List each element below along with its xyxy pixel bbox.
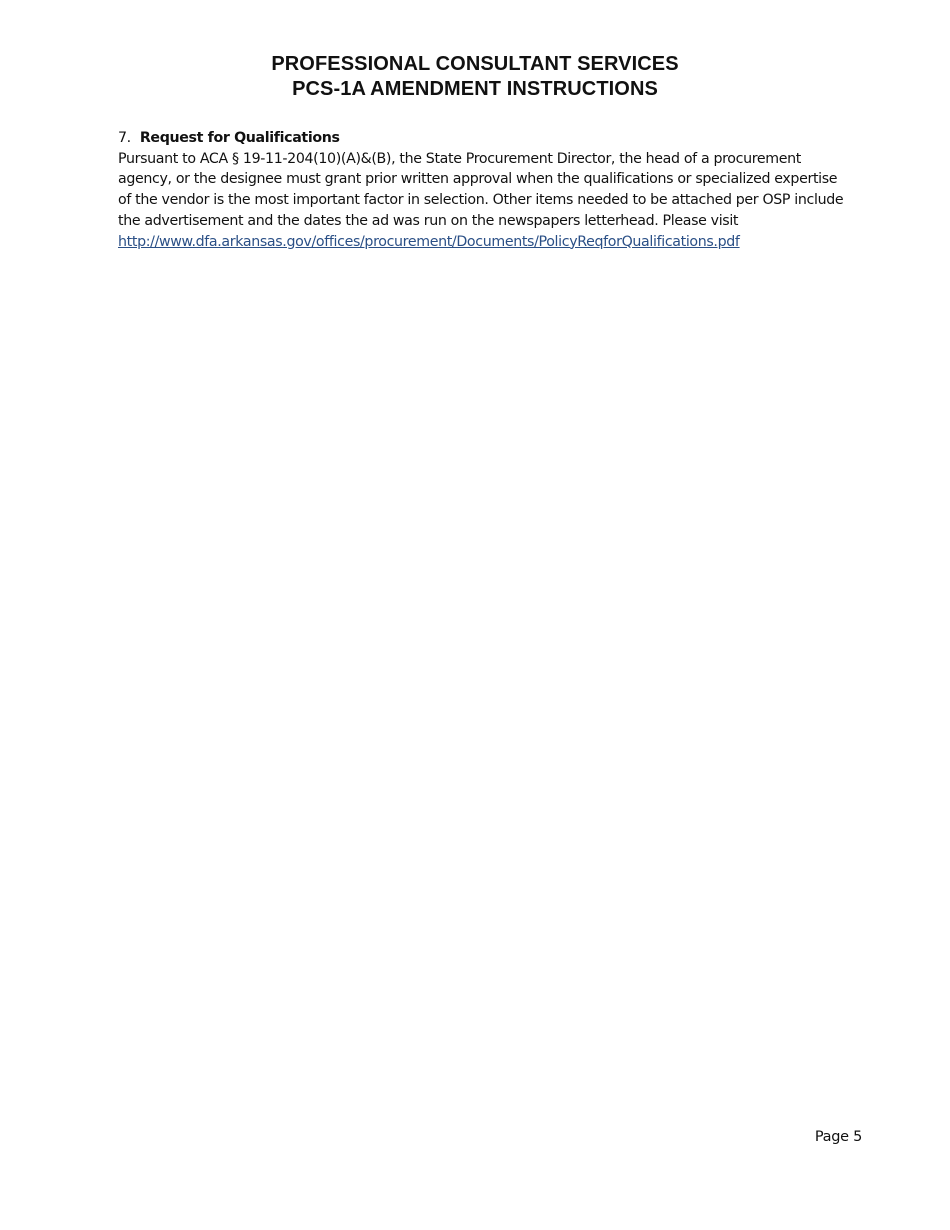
document-title [0,52,950,102]
section-number: 7. [118,130,131,146]
body-line: of the vendor is the most important factor in selection. Other items needed to be attached per OSP include [118,192,844,209]
body-line: agency, or the designee must grant prior written approval when the qualifications or specialized expertise [118,171,838,188]
body-line: the advertisement and the dates the ad was run on the newspapers letterhead. Please visit [118,212,739,229]
title-line-2: PCS-1A AMENDMENT INSTRUCTIONS [292,78,658,100]
section-request-for-qualifications [118,128,878,252]
section-body [118,149,878,253]
title-line-1: PROFESSIONAL CONSULTANT SERVICES [271,53,679,75]
body-line: Pursuant to ACA § 19-11-204(10)(A)&(B), the State Procurement Director, the head of a procurement [118,150,801,167]
section-heading-text: Request for Qualifications [139,130,340,146]
page-number: Page 5 [814,1129,862,1145]
section-heading [118,128,878,149]
policy-link[interactable]: http://www.dfa.arkansas.gov/offices/procurement/Documents/PolicyReqforQualifications.pdf [118,233,740,250]
